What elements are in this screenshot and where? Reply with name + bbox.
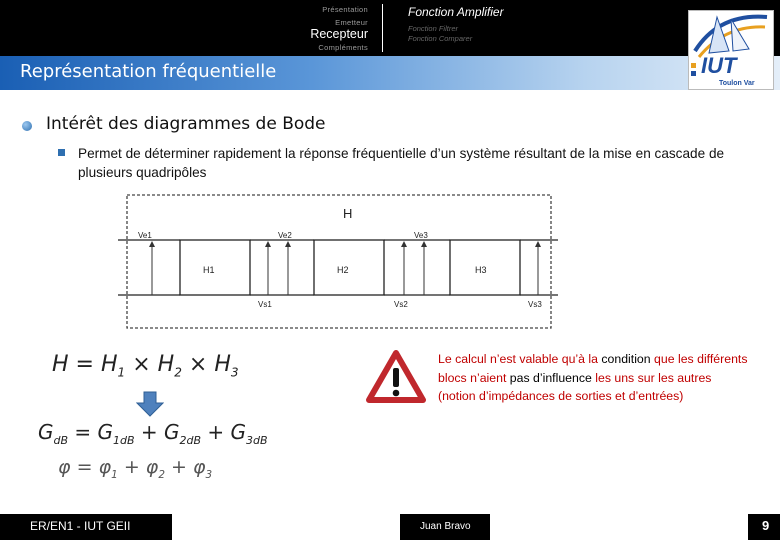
block-h3-label: H3 — [475, 265, 487, 275]
logo-iut-text: IUT — [701, 53, 737, 78]
nav-divider — [382, 4, 383, 52]
bullet-level-2: Permet de déterminer rapidement la réponse fréquentielle d’un système résultant de la mise en cascade de plusieurs quadripôles — [78, 146, 725, 180]
warning-message: Le calcul n’est valable qu’à la condition que les différents blocs n’aient pas d’influence les uns sur les autres (notion d’impédances de sorties et d’entrées) — [438, 352, 748, 404]
warning-icon — [366, 350, 426, 404]
title-bar — [0, 56, 780, 90]
nav-item-presentation[interactable]: Présentation — [322, 5, 368, 14]
footer-course-label: ER/EN1 - IUT GEII — [0, 514, 172, 540]
iut-logo-graphic — [689, 11, 773, 89]
label-ve2: Ve2 — [278, 231, 292, 240]
bullet-level-1: Intérêt des diagrammes de Bode — [46, 114, 326, 134]
bullet-square-icon — [58, 149, 65, 156]
outer-label-h: H — [343, 206, 353, 221]
nav-item-complements[interactable]: Compléments — [318, 43, 368, 52]
label-vs3: Vs3 — [528, 300, 542, 309]
formula-gain-sum: $G_{dB} = G_{1dB} + G_{2dB} + G_{3dB}$ — [38, 420, 268, 447]
arrow-down-icon — [136, 391, 164, 417]
top-navigation-bar — [0, 0, 780, 56]
block-h2-label: H2 — [337, 265, 349, 275]
label-ve3: Ve3 — [414, 231, 428, 240]
formula-phase-sum: $\varphi = \varphi_1 + \varphi_2 + \varphi_3$ — [58, 456, 213, 481]
formula-transfer-product: $H = H_1 \times H_2 \times H_3$ — [52, 352, 239, 380]
label-ve1: Ve1 — [138, 231, 152, 240]
nav-item-recepteur-active[interactable]: Recepteur — [310, 27, 368, 41]
nav-current-section[interactable]: Fonction Amplifier — [408, 5, 504, 19]
block-h1 — [180, 240, 250, 295]
footer-page-number: 9 — [748, 514, 780, 540]
block-h1-label: H1 — [203, 265, 215, 275]
footer-author: Juan Bravo — [400, 514, 490, 540]
label-vs2: Vs2 — [394, 300, 408, 309]
iut-logo — [688, 10, 774, 90]
slide-title: Représentation fréquentielle — [20, 61, 277, 82]
logo-sub-text: Toulon Var — [719, 80, 755, 87]
label-vs1: Vs1 — [258, 300, 272, 309]
nav-sub-item-comparer[interactable]: Fonction Comparer — [408, 34, 473, 43]
bullet-dot-icon — [22, 121, 32, 131]
cascade-block-diagram — [118, 190, 558, 335]
nav-sub-item-filtrer[interactable]: Fonction Filtrer — [408, 24, 459, 33]
nav-item-emetteur[interactable]: Emetteur — [335, 18, 368, 27]
block-h2 — [314, 240, 384, 295]
